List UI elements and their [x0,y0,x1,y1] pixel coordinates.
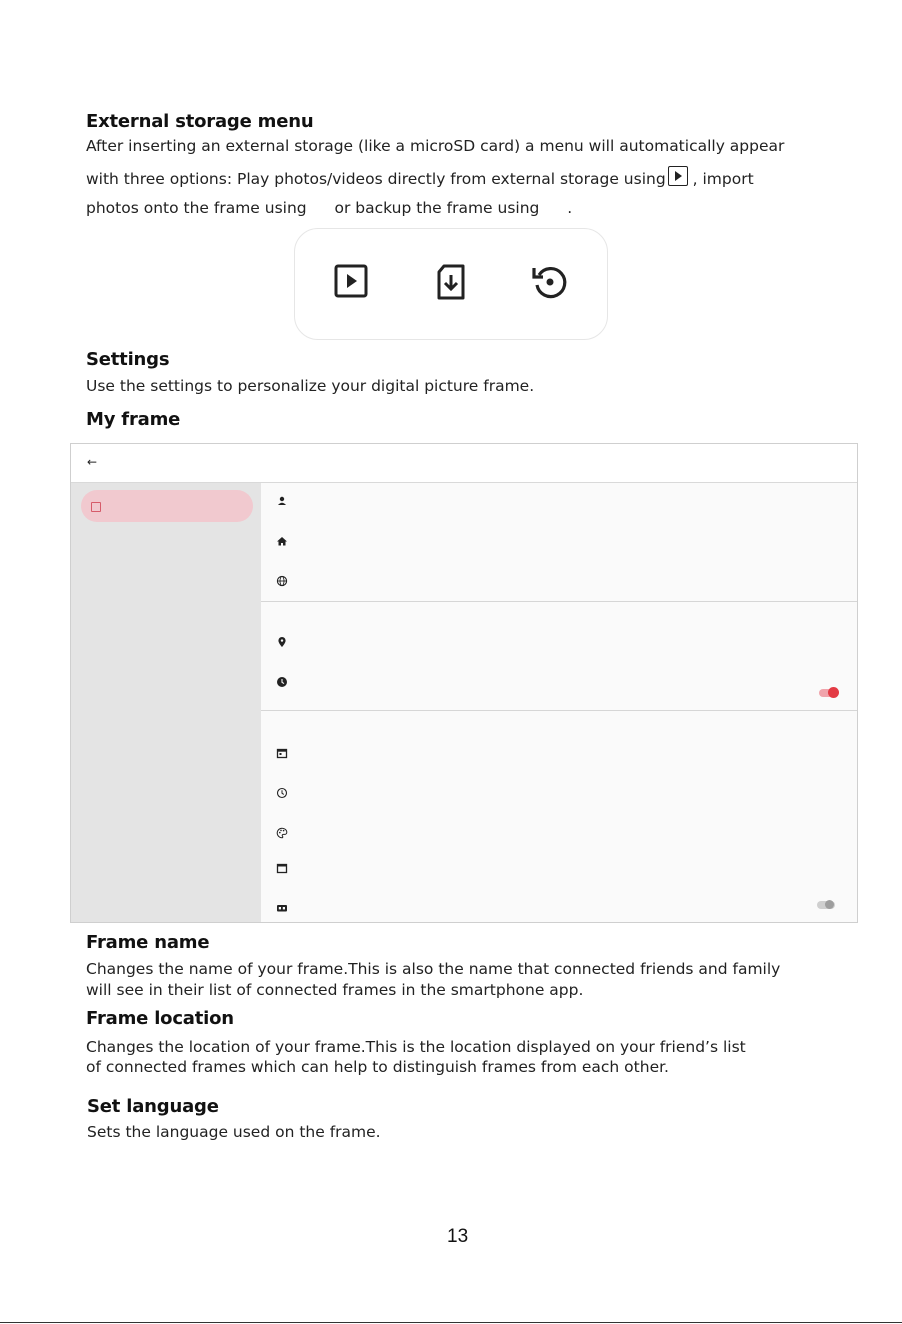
palette-icon [276,827,288,839]
person-icon [276,495,288,507]
calendar-outline-icon [276,862,288,874]
bottom-rule [0,1322,902,1323]
frame-location-line1: Changes the location of your frame.This is the location displayed on your friend’s list [86,1038,746,1056]
settings-sidebar [71,483,261,923]
settings-heading: Settings [86,349,170,370]
my-frame-heading: My frame [86,409,181,430]
external-storage-line2-a: with three options: Play photos/videos directly from external storage using [86,170,666,188]
section-divider-2 [261,710,857,711]
external-storage-menu [294,228,608,340]
external-storage-line3 [86,199,572,217]
auto-time-toggle[interactable] [819,689,837,697]
frame-name-heading: Frame name [86,932,210,953]
calendar-icon [276,747,288,759]
external-storage-line1: After inserting an external storage (like a microSD card) a menu will automatically appear [86,137,785,155]
frame-name-line2: will see in their list of connected frames in the smartphone app. [86,981,584,999]
play-inline-icon [668,166,688,186]
import-icon[interactable] [433,263,469,301]
screen-top-bar [71,444,857,483]
location-pin-icon [276,636,288,648]
play-icon[interactable] [333,263,369,299]
backup-icon[interactable] [531,263,569,301]
external-storage-line3-b: or backup the frame using [334,199,540,217]
last-row-toggle[interactable] [817,901,835,909]
section-divider-1 [261,601,857,602]
frame-location-line2: of connected frames which can help to distinguish frames from each other. [86,1058,669,1076]
sidebar-item-my-frame[interactable] [81,490,253,522]
set-language-heading: Set language [87,1096,219,1117]
external-storage-heading: External storage menu [86,111,314,132]
external-storage-line2 [86,166,754,188]
badge-icon [276,902,288,914]
page-number: 13 [447,1226,469,1247]
external-storage-line3-a: photos onto the frame using [86,199,307,217]
settings-text: Use the settings to personalize your digital picture frame. [86,377,535,395]
back-arrow-icon[interactable]: ← [87,455,98,469]
my-frame-screenshot [70,443,858,923]
home-icon [276,535,288,547]
external-storage-line2-b: , import [692,170,754,188]
clock-outline-icon [276,787,288,799]
frame-icon [91,502,101,512]
set-language-text: Sets the language used on the frame. [87,1123,381,1141]
clock-filled-icon [276,676,288,688]
frame-location-heading: Frame location [86,1008,234,1029]
globe-icon [276,575,288,587]
external-storage-line3-c: . [567,199,573,217]
frame-name-line1: Changes the name of your frame.This is also the name that connected friends and family [86,960,781,978]
